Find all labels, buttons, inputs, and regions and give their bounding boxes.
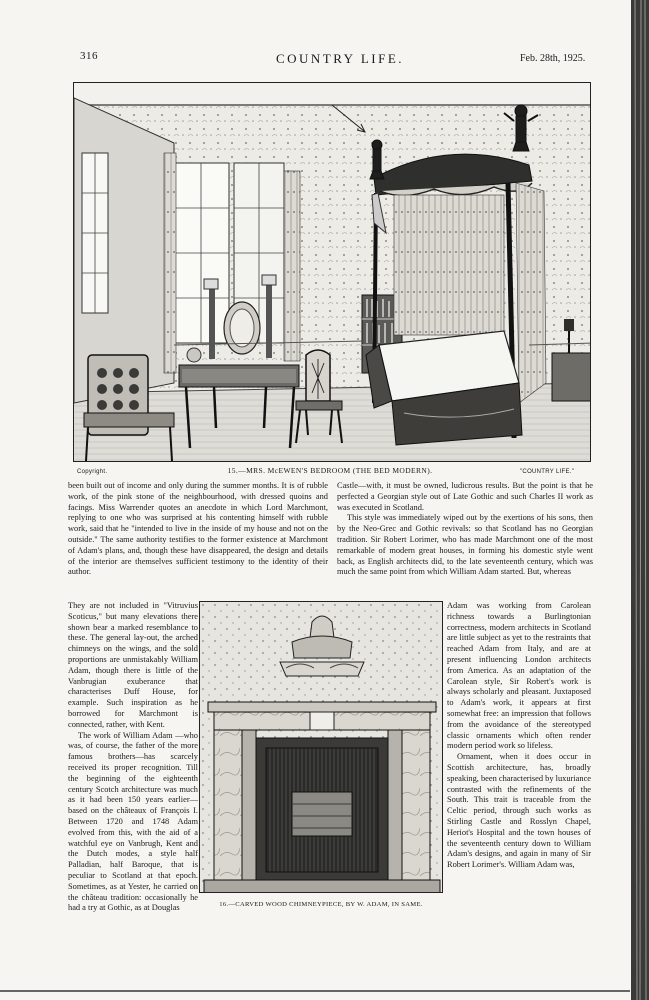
figure-15-credit: "COUNTRY LIFE." (520, 469, 575, 475)
article-column-d (447, 601, 591, 871)
bedroom-photograph (73, 82, 591, 462)
paragraph: Ornament, when it does occur in Scottish architecture, has, broadly speaking, been characterised by luxuriance contrasted with the refinements of the South. This trait is traceable from the Celtic period, through such works as Stirling Castle and Rosslyn Chapel, Heriot's Hospital and the town houses of the seventeenth century down to William Adam's designs, and again in many of Sir Robert Lorimer's. William Adam was, (447, 752, 591, 870)
article-column-b (337, 481, 593, 578)
paragraph: been built out of income and only during the summer months. It is of rubble work, of the pink stone of the neighbourhood, with dressed quoins and facings. Miss Warrender quotes an anecdote in which Lord Marchmont, replying to one who was surprised at his contenting himself with rubble work, said that he "intended to live in the inside of my house and not on the outside." The same authority testifies to the former existence at Marchmont of Adam's plans, and, though these have disappeared, the design and details of the interior are themselves sufficient testimony to the identity of their author. (68, 481, 328, 577)
chimneypiece-illustration (200, 602, 443, 893)
issue-date: Feb. 28th, 1925. (520, 53, 586, 64)
paragraph: Adam was working from Carolean richness towards a Burlingtonian correctness, modern architects in Scotland are little subject as yet to the restraints that reached Adam from Italy, and are at present influencing London architects from America. As an adaptation of the Carolean style, Sir Robert's work is always scholarly and pleasant. Juxtaposed to Adam's work, it appears at first somewhat free: an impression that follows from the avoidance of the stereotyped classic ornaments which often render modern period work so lifeless. (447, 601, 591, 751)
publication-title: COUNTRY LIFE. (275, 51, 405, 66)
paragraph: This style was immediately wiped out by the exertions of his sons, then by the Neo-Grec and Gothic revivals: so that Scotland has no Georgian tradition. Sir Robert Lorimer, who has made Marchmont one of the most remarkable of modern great houses, in forming his domestic style went back, as English architects did, to the late seventeenth century, which was much the same point from which William Adam started. But, whereas (337, 513, 593, 577)
chimneypiece-photograph (199, 601, 443, 893)
bottom-edge-rule (0, 990, 630, 992)
paragraph: Castle—with, it must be owned, ludicrous results. But the point is that he perfected a Georgian style out of Late Gothic and such Charles II work as was executed in Scotland. (337, 481, 593, 512)
article-column-c (68, 601, 198, 914)
paragraph: The work of William Adam —who was, of course, the father of the more famous brothers—has scarcely received its proper recognition. Till the beginning of the eighteenth century Scotch architecture was much as it had been 150 years earlier—based on the châteaux of François I. Between 1720 and 1748 Adam evolved from this, with the aid of a watchful eye on Vanbrugh, Kent and the Dutch modes, a style half Palladian, half Baroque, that is peculiar to Scotland at that epoch. Sometimes, as at Yester, he carried on the château tradition: occasionally he had a try at Gothic, as at Douglas (68, 730, 198, 913)
bedroom-illustration (74, 83, 591, 462)
page-number: 316 (80, 50, 98, 62)
figure-15-copyright: Copyright. (77, 469, 108, 475)
paragraph: They are not included in "Vitruvius Scoticus," but many elevations there shown bear a marked resemblance to these. The general lay-out, the arched chimneys on the wings, and the sold proportions are unmistakably William Adam, though there is little of the Vanbrugian exuberance that characterises Duff House, for example. Such inspiration as he borrowed for Marchmont is connected, rather, with Kent. (68, 601, 198, 729)
page-spine-edge (631, 0, 649, 1000)
figure-16-caption: 16.—CARVED WOOD CHIMNEYPIECE, BY W. ADAM, IN SAME. (219, 901, 423, 908)
article-column-a (68, 481, 328, 578)
figure-15-caption: 15.—MRS. McEWEN'S BEDROOM (THE BED MODERN). (227, 466, 433, 475)
